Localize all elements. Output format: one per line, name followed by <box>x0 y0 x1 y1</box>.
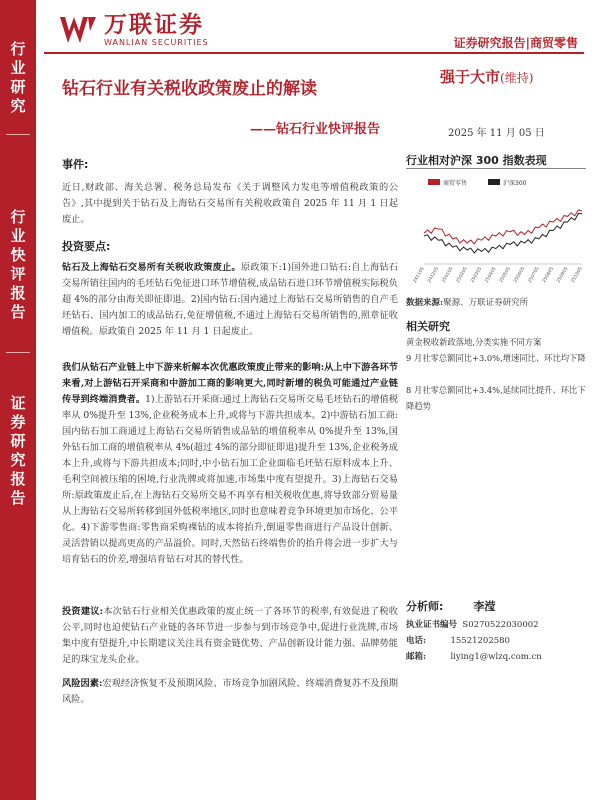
point-1-lead: 钻石及上海钻石交易所有关税收政策废止。 <box>62 262 241 273</box>
report-date: 2025 年 11 月 05 日 <box>448 128 545 139</box>
report-subtitle: ——钻石行业快评报告 <box>250 122 381 137</box>
related-research-item[interactable]: 黄金税收新政落地,分类实施不同方案 <box>406 337 542 347</box>
email-label: 邮箱: <box>406 652 427 662</box>
x-tick-label: 250705 <box>527 266 541 284</box>
risk-lead: 风险因素: <box>62 678 103 689</box>
sidebar-divider <box>6 134 30 135</box>
related-research-item[interactable]: 9 月社零总额同比+3.0%,增速同比、环比均下降 <box>406 353 586 363</box>
sidebar-label-industry-research: 行 业 研 究 <box>10 40 26 115</box>
point-2-paragraph <box>62 360 398 568</box>
analyst-block <box>406 598 495 614</box>
data-source-label: 数据来源: <box>406 298 444 308</box>
x-tick-label: 250905 <box>556 266 570 284</box>
data-source-text: 聚源、万联证券研究所 <box>443 298 529 308</box>
advice-lead: 投资建议: <box>62 606 104 617</box>
sidebar-divider <box>6 352 30 353</box>
x-tick-label: 241205 <box>427 266 441 284</box>
x-tick-label: 251005 <box>570 266 584 284</box>
phone-label: 电话: <box>406 636 427 646</box>
point-1-body: 原政策下:1)国外进口钻石:自上海钻石交易所销往国内的毛坯钻石免征进口环节增值税,成品钻石进口环节增值税实际税负超 4%的部分由海关即征即退。2)国内钻石:国内通过上海钻石交易所销售的自产毛坯钻石、国内加工的成品钻石,免征增值税,不通过上海钻石交易所销售的,照章征收增值税。原政策自 2025 年 11 月 1 日起废止。 <box>62 262 398 337</box>
point-2-body: 1)上游钻石开采商:通过上海钻石交易所交易毛坯钻石的增值税率从 0%提升至 13%,企业税务成本上升,或将与下游共担成本。2)中游钻石加工商:国内钻石加工商通过上海钻石交易所销售成品钻的增值税率从 0%提升至 13%,国外钻石加工商的增值税率从 4%(超过 4%的部分即征即退)提升至 13%,企业税务成本上升,或将与下游共担成本;同时,中小钻石加工企业面临毛坯钻石原料成本上升、毛利空间被压缩的困境,行业洗牌或将加速,市场集中度有望提升。3)上海钻石交易所:原政策废止后,在上海钻石交易所交易不再享有相关税收优惠,将导致部分贸易量从上海钻石交易所转移到国外低税率地区,同时也意味着竞争环境更加市场化、公平化。4)下游零售商:零售商采购裸钻的成本将抬升,倒逼零售商进行产品设计创新、灵活营销以提高更高的产品溢价。同时,天然钻石终端售价的抬升将会进一步扩大与培育钻石的价差,增强培育钻石对其的替代性。 <box>62 394 399 565</box>
events-text: 近日,财政部、海关总署、税务总局发布《关于调整风力发电等增值税政策的公告》,其中提到关于钻石及上海钻石交易所有关税收政策自 2025 年 11 月 1 日起废止。 <box>62 182 398 225</box>
sidebar-label-securities-report: 证 券 研 究 报 告 <box>10 394 26 507</box>
analyst-label: 分析师: <box>406 600 444 613</box>
risk-paragraph <box>62 676 398 708</box>
phone-number: 15521202580 <box>450 636 510 646</box>
analyst-name: 李滢 <box>473 600 496 613</box>
industry-rating <box>440 66 533 87</box>
data-source <box>406 296 528 308</box>
investment-points-heading: 投资要点: <box>62 240 111 253</box>
phone-row <box>406 634 510 646</box>
investment-advice-paragraph <box>62 604 398 668</box>
x-tick-label: 250305 <box>470 266 484 284</box>
rating-sub: (维持) <box>500 71 534 85</box>
x-tick-label: 250605 <box>513 266 527 284</box>
wanlian-logo-icon <box>58 13 98 47</box>
legend-label: 商贸零售 <box>443 180 468 187</box>
company-logo <box>58 12 209 48</box>
email-address[interactable]: liying1@wlzq.com.cn <box>450 652 542 662</box>
logo-chinese-name: 万联证券 <box>104 12 204 38</box>
related-research-heading: 相关研究 <box>406 320 450 333</box>
x-tick-label: 250205 <box>455 266 469 284</box>
legend-swatch <box>488 179 500 185</box>
cert-label: 执业证书编号 <box>406 620 458 630</box>
advice-body: 本次钻石行业相关优惠政策的废止统一了各环节的税率,有效促进了税收公平,同时也迫使钻石产业链的各环节进一步参与到市场竞争中,促进行业洗牌,市场集中度有望提升,中长期建议关注具有资金链优势、产品创新设计能力强、品牌势能足的珠宝龙头企业。 <box>62 606 398 665</box>
x-tick-label: 250105 <box>441 266 455 284</box>
rating-main: 强于大市 <box>440 68 501 86</box>
chart-heading: 行业相对沪深 300 指数表现 <box>406 154 547 167</box>
header-divider-line <box>44 52 584 54</box>
chart-heading-divider <box>406 168 586 169</box>
logo-english-name: WANLIAN SECURITIES <box>104 38 209 47</box>
point-2-lead: 我们从钻石产业链上中下游来析解本次优惠政策废止带来的影响:从上中下游各环节来看,对上游钻石开采商和中游加工商的影响更大,同时新增的税负可能通过产业链传导到终端消费者。 <box>62 362 398 405</box>
sidebar-label-quick-review: 行 业 快 评 报 告 <box>10 208 26 321</box>
x-tick-label: 241105 <box>412 266 426 284</box>
report-category-label: 证券研究报告|商贸零售 <box>453 36 578 50</box>
email-row <box>406 650 542 662</box>
risk-body: 宏观经济恢复不及预期风险、市场竞争加剧风险、终端消费复苏不及预期风险。 <box>62 678 398 705</box>
cert-row <box>406 618 539 630</box>
cert-number: S0270522030002 <box>462 620 539 630</box>
point-1-paragraph <box>62 260 398 340</box>
report-title: 钻石行业有关税收政策废止的解读 <box>62 79 317 99</box>
legend-swatch <box>428 179 440 185</box>
x-tick-label: 250505 <box>498 266 512 284</box>
x-tick-label: 250805 <box>542 266 556 284</box>
x-tick-label: 250405 <box>484 266 498 284</box>
relative-performance-chart <box>406 172 586 290</box>
events-heading: 事件: <box>62 158 89 171</box>
legend-label: 沪深300 <box>503 180 527 187</box>
related-research-item[interactable]: 8 月社零总额同比+3.4%,延续同比提升、环比下降趋势 <box>406 385 586 411</box>
